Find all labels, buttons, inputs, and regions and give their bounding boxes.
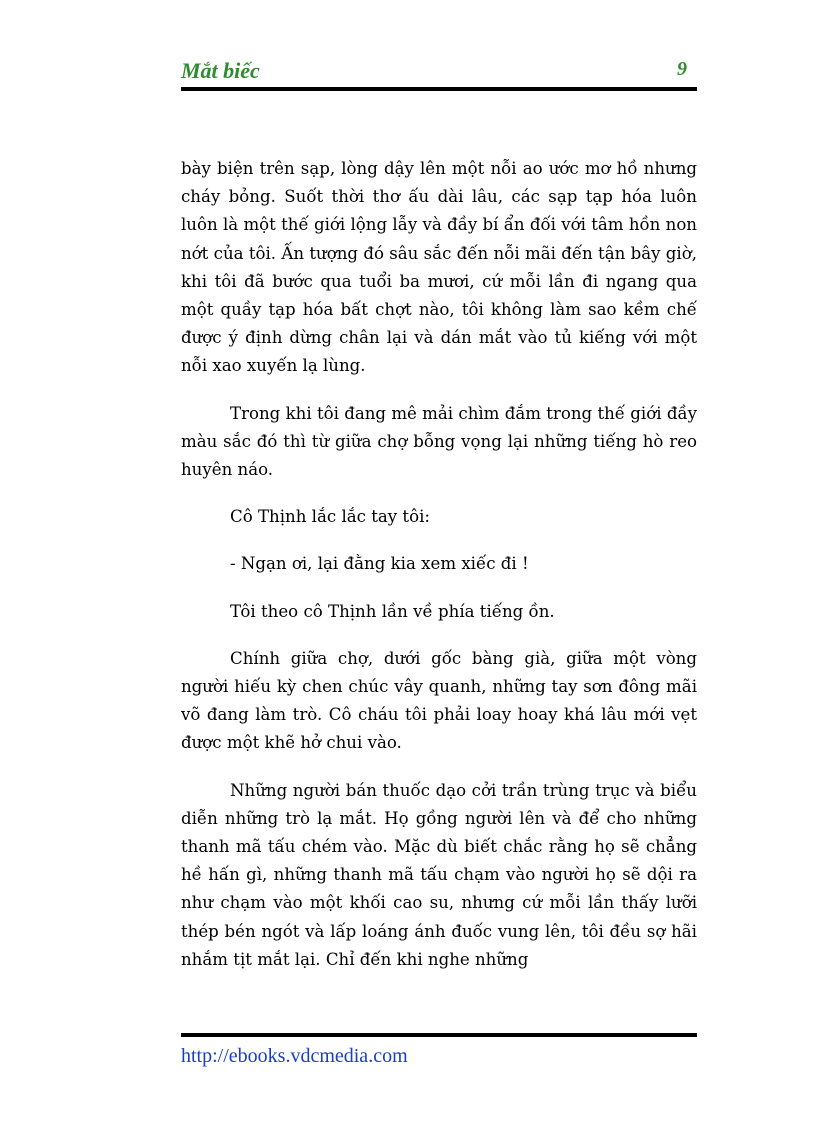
paragraph: Trong khi tôi đang mê mải chìm đắm trong thế giới đầy màu sắc đó thì từ giữa chợ bỗng vọng lại những tiếng hò reo huyên náo.: [181, 403, 697, 480]
paragraph: Những người bán thuốc dạo cởi trần trùng trục và biểu diễn những trò lạ mắt. Họ gồng người lên và để cho những thanh mã tấu chém vào. Mặc dù biết chắc rằng họ sẽ chẳng hề hấn gì, những thanh mã tấu chạm vào người họ sẽ dội ra như chạm vào một khối cao su, nhưng cứ mỗi lần thấy lưỡi thép bén ngót và lấp loáng ánh đuốc vung lên, tôi đều sợ hãi nhắm tịt mắt lại. Chỉ đến khi nghe những: [181, 780, 697, 969]
ebooks-link[interactable]: http://ebooks.vdcmedia.com: [181, 1045, 408, 1067]
page-number: 9: [677, 58, 687, 80]
paragraph: - Ngạn ơi, lại đằng kia xem xiếc đi !: [230, 554, 529, 574]
book-title: Mắt biếc: [181, 58, 260, 83]
paragraph: Chính giữa chợ, dưới gốc bàng già, giữa một vòng người hiếu kỳ chen chúc vây quanh, những tay sơn đông mãi võ đang làm trò. Cô cháu tôi phải loay hoay khá lâu mới vẹt được một khẽ hở chui vào.: [181, 648, 697, 753]
header-divider: [181, 87, 697, 91]
paragraph: Tôi theo cô Thịnh lần về phía tiếng ồn.: [230, 601, 555, 621]
paragraph: Cô Thịnh lắc lắc tay tôi:: [230, 507, 430, 527]
body-text: [181, 155, 697, 974]
footer-divider: [181, 1033, 697, 1037]
paragraph: bày biện trên sạp, lòng dậy lên một nỗi ao ước mơ hồ nhưng cháy bỏng. Suốt thời thơ ấu dài lâu, các sạp tạp hóa luôn luôn là một thế giới lộng lẫy và đầy bí ẩn đối với tâm hồn non nớt của tôi. Ấn tượng đó sâu sắc đến nỗi mãi đến tận bây giờ, khi tôi đã bước qua tuổi ba mươi, cứ mỗi lần đi ngang qua một quầy tạp hóa bất chợt nào, tôi không làm sao kềm chế được ý định dừng chân lại và dán mắt vào tủ kiếng với một nỗi xao xuyến lạ lùng.: [181, 159, 697, 376]
page-header: [181, 56, 697, 88]
